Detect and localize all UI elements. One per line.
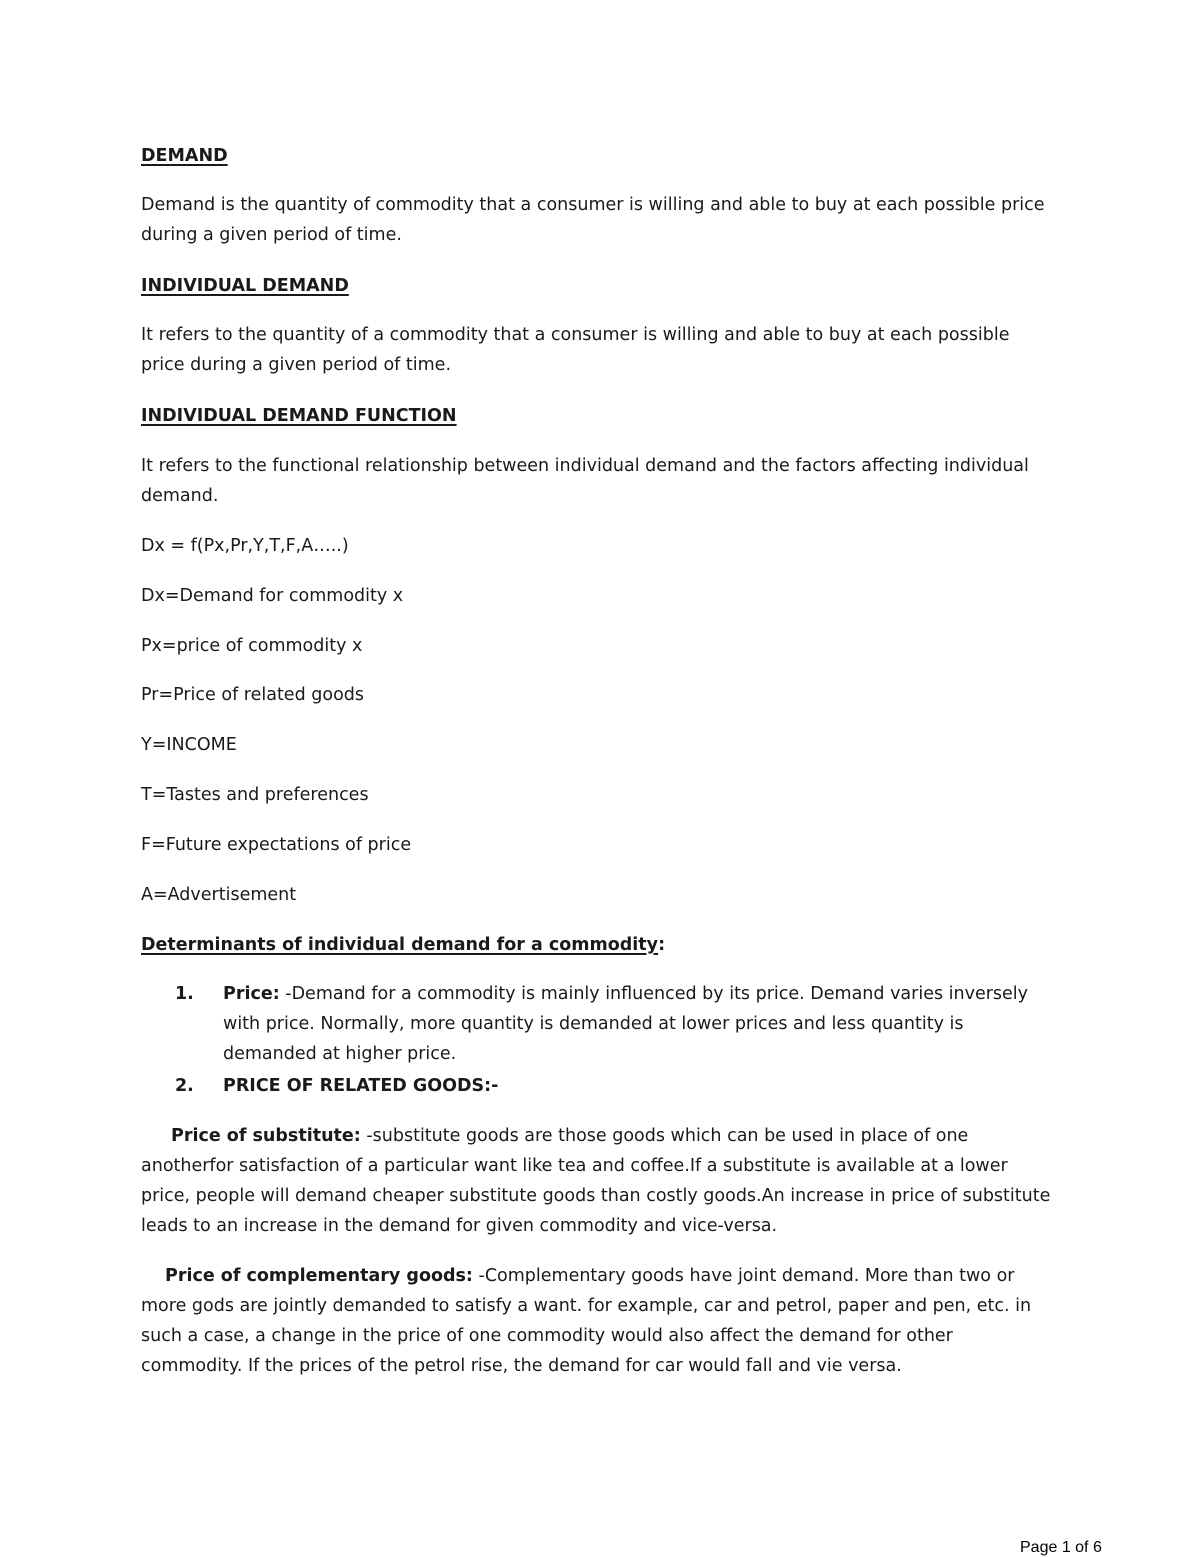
definition-dx: Dx=Demand for commodity x [141, 586, 404, 606]
complementary-label: Price of complementary goods: [165, 1266, 473, 1286]
list-item-label: Price: [223, 984, 280, 1004]
definition-px: Px=price of commodity x [141, 636, 363, 656]
complementary-paragraph [141, 1261, 1056, 1381]
heading-individual-demand-function: INDIVIDUAL DEMAND FUNCTION [141, 406, 457, 426]
list-item-body [223, 1071, 1058, 1101]
definition-f: F=Future expectations of price [141, 835, 412, 855]
page-number: Page 1 of 6 [1020, 1539, 1102, 1556]
individual-demand-definition: It refers to the quantity of a commodity that a consumer is willing and able to buy at each possible price during a given period of time. [141, 325, 1010, 375]
list-number: 2. [175, 1076, 194, 1096]
demand-function-definition: It refers to the functional relationship between individual demand and the factors affecting individual demand. [141, 456, 1029, 506]
definition-pr: Pr=Price of related goods [141, 685, 364, 705]
heading-individual-demand: INDIVIDUAL DEMAND [141, 276, 349, 296]
substitute-label: Price of substitute: [171, 1126, 361, 1146]
list-item-label: PRICE OF RELATED GOODS:- [223, 1076, 499, 1096]
demand-definition: Demand is the quantity of commodity that a consumer is willing and able to buy at each possible price during a given period of time. [141, 195, 1045, 245]
heading-determinants-colon: : [658, 935, 666, 955]
heading-determinants-wrap [141, 930, 665, 960]
complementary-text: -Complementary goods have joint demand. More than two or more gods are jointly demanded to satisfy a want. for example, car and petrol, paper and pen, etc. in such a case, a change in the price of one commodity would also affect the demand for other commodity. If the prices of the petrol rise, the demand for car would fall and vie versa. [141, 1266, 1032, 1376]
demand-function-formula: Dx = f(Px,Pr,Y,T,F,A…..) [141, 536, 349, 556]
heading-determinants: Determinants of individual demand for a commodity [141, 935, 659, 955]
list-item-body [223, 979, 1058, 1069]
list-number: 1. [175, 984, 194, 1004]
definition-a: A=Advertisement [141, 885, 297, 905]
definition-y: Y=INCOME [141, 735, 237, 755]
substitute-paragraph [141, 1121, 1056, 1241]
definition-t: T=Tastes and preferences [141, 785, 369, 805]
list-item-text: -Demand for a commodity is mainly influenced by its price. Demand varies inversely with price. Normally, more quantity is demanded at lower prices and less quantity is demanded at higher price. [223, 984, 1029, 1064]
substitute-text: -substitute goods are those goods which can be used in place of one anotherfor satisfaction of a particular want like tea and coffee.If a substitute is available at a lower price, people will demand cheaper substitute goods than costly goods.An increase in price of substitute leads to an increase in the demand for given commodity and vice-versa. [141, 1126, 1051, 1236]
heading-demand: DEMAND [141, 146, 228, 166]
